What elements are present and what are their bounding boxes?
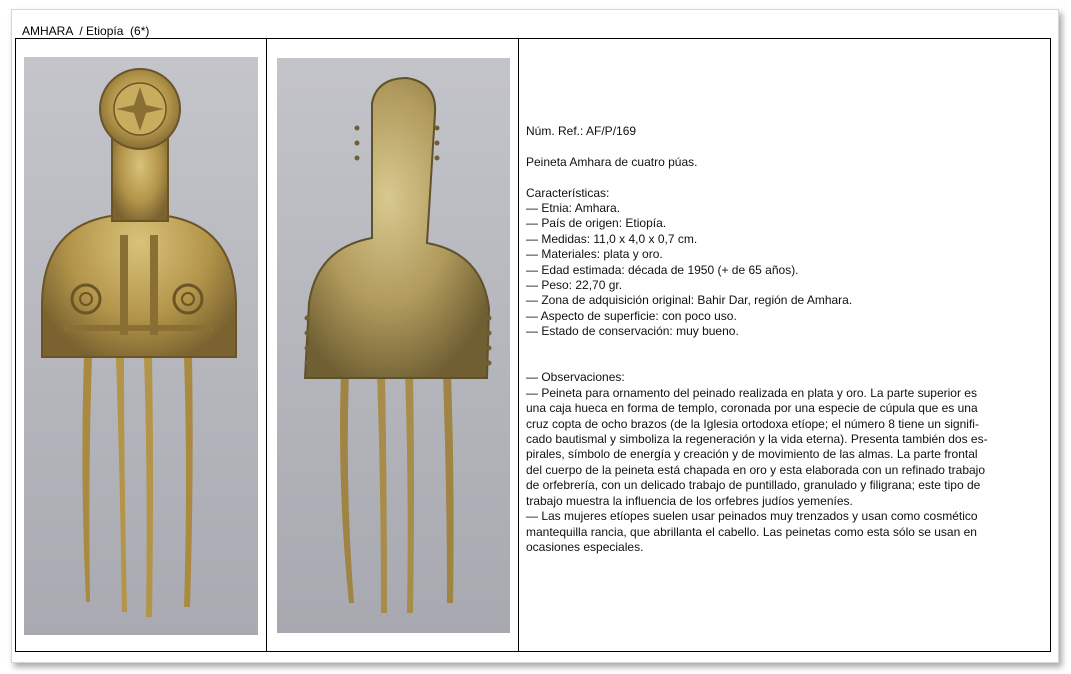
page-header: AMHARA / Etiopía (6*)	[22, 24, 150, 38]
reference-number: Núm. Ref.: AF/P/169	[526, 124, 637, 138]
observation-line: ocasiones especiales.	[526, 539, 644, 554]
feature-line: — Estado de conservación: muy bueno.	[526, 324, 739, 339]
description-text	[526, 124, 1041, 555]
observation-line: mantequilla rancia, que abrillanta el cabello. Las peinetas como esta sólo se usan en	[526, 524, 977, 539]
feature-line: — Zona de adquisición original: Bahir Dar, región de Amhara.	[526, 293, 853, 308]
observation-line: trabajo muestra la influencia de los orfebres judíos yemeníes.	[526, 493, 853, 508]
feature-line: — Edad estimada: década de 1950 (+ de 65 años).	[526, 262, 799, 277]
comb-back-illustration	[277, 58, 510, 633]
observation-line: cruz copta de ocho brazos (de la Iglesia ortodoxa etíope; el número 8 tiene un signifi-	[526, 416, 979, 431]
item-name: Peineta Amhara de cuatro púas.	[526, 154, 698, 169]
feature-line: — Materiales: plata y oro.	[526, 247, 663, 262]
observation-line: — Las mujeres etíopes suelen usar peinados muy trenzados y usan como cosmético	[526, 509, 978, 524]
feature-line: — Etnia: Amhara.	[526, 201, 621, 215]
document-page	[11, 9, 1059, 663]
feature-line: — País de origen: Etiopía.	[526, 216, 667, 231]
observation-line: pirales, símbolo de energía y creación y de movimiento de las almas. La parte frontal	[526, 447, 978, 462]
feature-line: — Aspecto de superficie: con poco uso.	[526, 308, 737, 323]
comb-back-photo	[277, 58, 510, 633]
observations-title: — Observaciones:	[526, 370, 625, 385]
feature-line: — Peso: 22,70 gr.	[526, 278, 623, 293]
features-title: Características:	[526, 185, 610, 200]
observation-line: — Peineta para ornamento del peinado realizada en plata y oro. La parte superior es	[526, 385, 977, 400]
feature-line: — Medidas: 11,0 x 4,0 x 0,7 cm.	[526, 231, 698, 246]
front-photo-cell	[16, 39, 267, 651]
observation-line: una caja hueca en forma de templo, coronada por una especie de cúpula que es una	[526, 401, 978, 416]
catalog-table	[15, 38, 1051, 652]
comb-front-illustration	[24, 57, 258, 635]
observation-line: del cuerpo de la peineta está chapada en oro y esta elaborada con un refinado trabajo	[526, 462, 985, 477]
description-cell	[519, 39, 1050, 651]
observation-line: de orfebrería, con un delicado trabajo de puntillado, granulado y filigrana; este tipo de	[526, 478, 981, 493]
back-photo-cell	[267, 39, 519, 651]
comb-front-photo	[24, 57, 258, 635]
observation-line: cado bautismal y simboliza la regeneración y la vida eterna). Presenta también dos es-	[526, 432, 988, 447]
